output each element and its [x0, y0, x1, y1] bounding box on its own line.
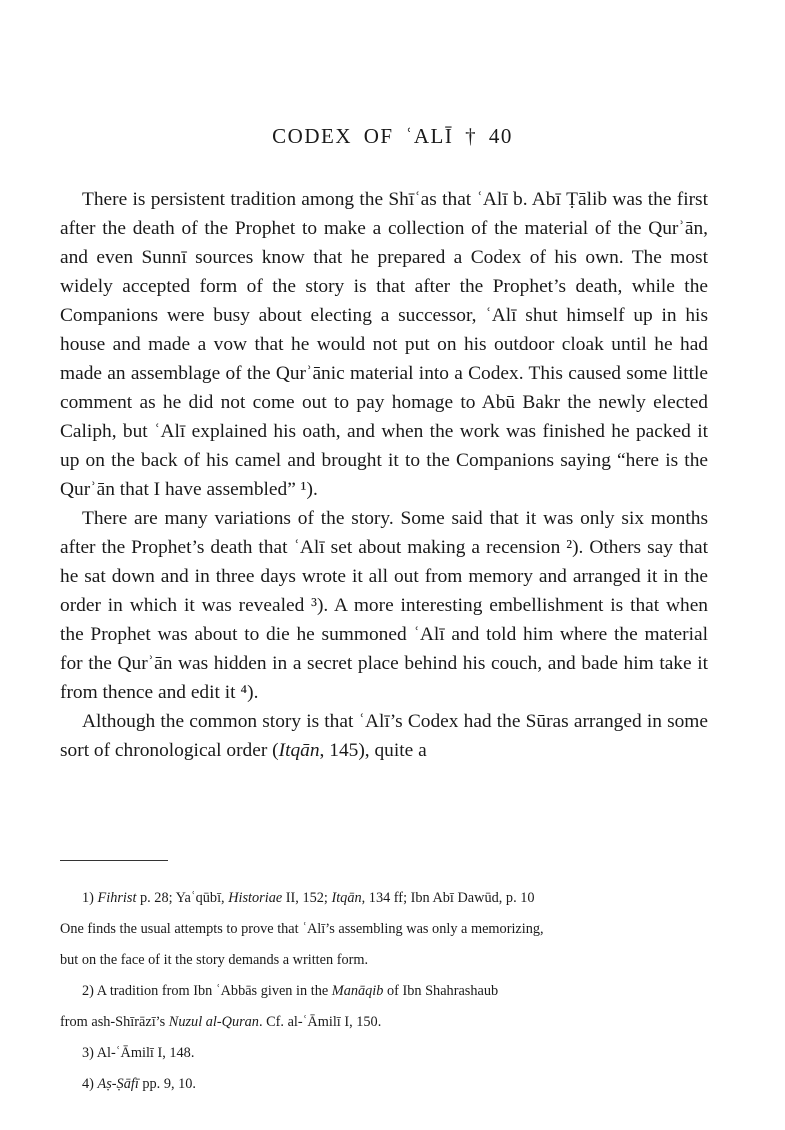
page-title: CODEX OF ʿALĪ † 40 — [272, 124, 513, 148]
footnote-2-line-2 — [60, 1012, 710, 1033]
footnote-1-itqan: Itqān — [331, 890, 362, 906]
footnotes — [60, 888, 710, 1105]
footnote-4-text: pp. 9, 10. — [138, 1076, 196, 1092]
footnote-2-manaqib: Manāqib — [331, 983, 384, 999]
footnote-2-number: 2) — [82, 983, 94, 999]
footnote-2-nuzul: Nuzul al-Quran — [168, 1014, 259, 1030]
footnote-2-text-c: from ash-Shīrāzī’s — [60, 1014, 169, 1030]
footnote-1-line-3: but on the face of it the story demands a written form. — [60, 952, 369, 968]
footnote-1-text-b: II, 152; — [282, 890, 332, 906]
footnote-1-number: 1) — [82, 890, 94, 906]
footnote-2-text-d: . Cf. al-ʿĀmilī I, 150. — [258, 1014, 382, 1030]
paragraph-3 — [60, 707, 708, 765]
paragraph-1: There is persistent tradition among the Shīʿas that ʿAlī b. Abī Ṭālib was the first after the death of the Prophet to make a collection of the material of the Qurʾān, and even Sunnī sources know that he prepared a Codex of his own. The most widely accepted form of the story is that after the Prophet’s death, while the Companions were busy about electing a successor, ʿAlī shut himself up in his house and made a vow that he would not put on his outdoor cloak until he had made an assemblage of the Qurʾānic material into a Codex. This caused some little comment as he did not come out to pay homage to Abū Bakr the newly elected Caliph, but ʿAlī explained his oath, and when the work was finished he packed it up on the back of his camel and brought it to the Companions saying “here is the Qurʾān that I have assembled” ¹). — [60, 189, 708, 500]
footnote-1-text-c: , 134 ff; Ibn Abī Dawūd, p. 10 — [361, 890, 535, 906]
footnote-1-fihrist: Fihrist — [97, 890, 137, 906]
footnote-2 — [60, 981, 710, 1033]
footnote-4-safi: Aṣ-Ṣāfī — [97, 1076, 139, 1092]
main-text — [60, 185, 708, 765]
footnote-3-number: 3) — [82, 1045, 94, 1061]
footnote-3-text: Al-ʿĀmilī I, 148. — [93, 1045, 195, 1061]
footnote-4 — [60, 1074, 710, 1095]
itqan-reference: Itqān — [278, 740, 320, 761]
footnote-1 — [60, 888, 710, 971]
footnote-4-number: 4) — [82, 1076, 94, 1092]
footnote-1-historiae: Historiae — [228, 890, 283, 906]
footnote-1-text-a: p. 28; Yaʿqūbī, — [136, 890, 229, 906]
footnote-1-line-2: One finds the usual attempts to prove that ʿAlī’s assembling was only a memorizing, — [60, 921, 544, 937]
footnote-2-text-b: of Ibn Shahrashaub — [383, 983, 499, 999]
paragraph-3-text-a: Although the common story is that ʿAlī’s Codex had the Sūras arranged in some sort of chronological order ( — [60, 711, 708, 761]
footnote-3 — [60, 1043, 710, 1064]
footnote-2-text-a: A tradition from Ibn ʿAbbās given in the — [93, 983, 332, 999]
paragraph-2: There are many variations of the story. Some said that it was only six months after the Prophet’s death that ʿAlī set about making a recension ²). Others say that he sat down and in three days wrote it all out from memory and arranged it in the order in which it was revealed ³). A more interesting embellishment is that when the Prophet was about to die he summoned ʿAlī and told him where the material for the Qurʾān was hidden in a secret place behind his couch, and bade him take it from thence and edit it ⁴). — [60, 508, 708, 703]
paragraph-3-text-b: , 145), quite a — [319, 740, 427, 761]
footnote-separator — [60, 860, 168, 862]
